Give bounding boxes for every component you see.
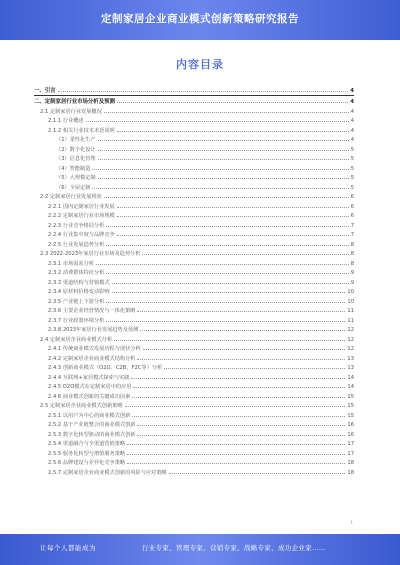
toc-entry-page: 4 [350,87,354,94]
toc-entry-label: 2.2.4 行业集中度与品牌竞争 [48,232,115,238]
toc-entry-page: 12 [347,336,354,343]
toc-dot-leader [140,330,345,331]
toc-entry[interactable] [34,371,354,381]
toc-dot-leader [86,121,349,122]
toc-entry[interactable] [34,200,354,210]
toc-entry-page: 6 [350,213,354,219]
toc-dot-leader [106,245,348,246]
toc-dot-leader [132,416,345,417]
toc-entry[interactable] [34,124,354,134]
toc-entry-page: 16 [347,422,354,428]
toc-entry[interactable] [34,172,354,182]
toc-entry[interactable] [34,181,354,191]
page-number: 1 [350,520,353,525]
toc-entry-label: 2.2.3 行业竞争格局分析 [48,222,105,229]
toc-entry[interactable] [34,134,354,144]
toc-entry-label: 2.2 定制家居行业发展现状 [40,194,102,200]
toc-entry-page: 4 [350,137,354,143]
toc-entry[interactable] [34,457,354,467]
toc-dot-leader [104,197,349,198]
toc-entry-label: 2.5.1 以用户为中心的商业模式创新 [48,412,131,419]
toc-entry-label: 2.3.2 消费群体特征分析 [48,270,105,276]
toc-entry[interactable] [34,143,354,153]
toc-dot-leader [112,283,349,284]
toc-entry[interactable] [34,381,354,391]
toc-entry-page: 5 [350,184,354,191]
toc-entry[interactable] [34,314,354,324]
toc-entry[interactable] [34,295,354,305]
footer-slogan-left: 让每个人都能成为 [40,544,96,552]
toc-entry[interactable] [34,153,354,163]
toc-entry-page: 5 [350,156,354,162]
report-header-bar [0,0,400,40]
toc-entry-page: 10 [347,298,354,305]
toc-dot-leader [117,216,349,217]
toc-dot-leader [117,235,349,236]
toc-dot-leader [117,207,349,208]
toc-entry[interactable] [34,229,354,239]
toc-entry-page: 12 [347,346,354,352]
toc-entry[interactable] [34,333,354,343]
toc-entry-page: 12 [347,327,354,333]
toc-dot-leader [117,131,349,132]
toc-dot-leader [143,349,346,350]
toc-entry-label: （4）智能制造 [56,165,91,172]
toc-entry-label: 2.2.1 国内定制家居行业发展 [48,203,115,210]
toc-entry[interactable] [34,115,354,125]
toc-dot-leader [58,91,349,92]
toc-dot-leader [127,463,345,464]
toc-entry-label: 2.3.5 产业链上下游分析 [48,298,105,305]
footer-bar [0,534,400,565]
toc-entry-label: 2.3.3 渠道结构与营销模式 [48,279,110,286]
toc-dot-leader [137,425,345,426]
toc-entry[interactable] [34,191,354,201]
toc-entry[interactable] [34,466,354,476]
toc-entry-label: 2.4.2 定制家居企业商业模式结构分析 [48,355,136,362]
toc-entry[interactable] [34,447,354,457]
toc-entry-label: （6）全屋定制 [56,184,91,191]
toc-entry-label: 2.5.7 定制家居企业商业模式创新的风险与应对策略 [48,469,167,476]
toc-entry-page: 5 [350,165,354,172]
toc-entry-page: 11 [347,317,354,324]
toc-entry-label: 2.3.8 2023年家居行业发展趋势及预测 [48,327,139,333]
toc-dot-leader [137,359,345,360]
footer-slogan-right: 行业专家、管理专家、营销专家、战略专家、成功企业家…… [142,544,326,552]
toc-entry-page: 15 [347,412,354,419]
toc-dot-leader [106,302,345,303]
toc-entry-page: 16 [347,431,354,438]
toc-entry-page: 9 [350,279,354,286]
toc-entry-page: 8 [350,251,354,257]
toc-dot-leader [92,188,348,189]
toc-entry[interactable] [34,390,354,400]
toc-entry[interactable] [34,219,354,229]
toc-entry-label: 2.5.3 数字化转型驱动的商业模式创新 [48,431,136,438]
toc-entry-label: （2）数字化设计 [56,146,96,153]
toc-entry-label: 2.4.4 互联网+家居模式探索与实践 [48,374,130,381]
toc-dot-leader [142,254,348,255]
toc-entry[interactable] [34,409,354,419]
toc-entry[interactable] [34,248,354,258]
toc-entry-label: 2.4.5 O2O模式在定制家居中的应用 [48,384,132,390]
toc-entry[interactable] [34,210,354,220]
toc-entry-label: 2.3 2022-2023年家居行业市场及趋势分析 [40,251,141,257]
toc-entry-label: 2.5 定制家居企业商业模式创新策略 [40,403,123,409]
toc-entry[interactable] [34,96,354,106]
toc-entry-page: 8 [350,260,354,267]
toc-entry[interactable] [34,324,354,334]
toc-entry-label: 2.5.4 渠道融合与全渠道营销策略 [48,441,126,447]
toc-entry[interactable] [34,419,354,429]
toc-dot-leader [117,102,348,103]
toc-entry[interactable] [34,428,354,438]
toc-dot-leader [106,273,348,274]
toc-entry-label: 2.5.6 品牌建设与差异化竞争策略 [48,460,126,466]
toc-entry-page: 5 [350,146,354,153]
toc-dot-leader [98,159,349,160]
toc-entry-page: 4 [350,99,354,105]
toc-dot-leader [125,406,346,407]
table-of-contents [34,84,354,476]
toc-entry-page: 7 [350,222,354,229]
toc-entry-label: 2.1.2 相关行业技术术语说明 [48,127,115,134]
toc-entry-page: 9 [350,270,354,276]
toc-dot-leader [98,178,349,179]
toc-entry-page: 18 [347,469,354,476]
toc-dot-leader [106,226,348,227]
toc-entry-label: 2.3.7 行业政策环境分析 [48,317,105,324]
toc-entry-label: 2.4.3 创新商业模式（O2O、C2B、F2C等）分析 [48,365,163,371]
toc-entry[interactable] [34,400,354,410]
toc-entry-page: 15 [347,393,354,400]
toc-entry[interactable] [34,352,354,362]
toc-entry-label: 二、定制家居行业市场分析及预测 [34,99,115,105]
toc-dot-leader [127,444,345,445]
toc-dot-leader [98,150,349,151]
toc-entry[interactable] [34,84,354,94]
toc-entry[interactable] [34,286,354,296]
toc-entry-label: （5）大规模定制 [56,175,96,181]
toc-entry-label: 2.2.5 行业发展趋势分析 [48,241,105,248]
toc-dot-leader [169,473,346,474]
toc-entry[interactable] [34,257,354,267]
toc-heading: 内容目录 [176,58,224,71]
toc-entry-page: 14 [347,384,354,390]
toc-entry-label: 2.3.4 原材料价格变动影响 [48,289,110,295]
toc-entry[interactable] [34,162,354,172]
toc-entry-page: 18 [347,460,354,466]
toc-entry[interactable] [34,105,354,115]
toc-entry[interactable] [34,305,354,315]
toc-dot-leader [114,340,345,341]
toc-entry-page: 10 [347,289,354,295]
toc-dot-leader [96,264,349,265]
toc-entry-label: 2.1.1 行业概述 [48,118,84,124]
toc-entry-page: 11 [347,308,354,314]
toc-dot-leader [104,112,349,113]
toc-dot-leader [112,292,346,293]
toc-entry-page: 6 [350,203,354,210]
toc-entry[interactable] [34,267,354,277]
toc-entry-page: 5 [350,175,354,181]
report-title: 定制家居企业商业模式创新策略研究报告 [101,13,299,25]
toc-dot-leader [164,368,345,369]
toc-dot-leader [127,454,345,455]
toc-entry-label: 一、引言 [34,87,56,94]
toc-entry-label: （1）柔性化生产 [56,137,96,143]
toc-entry-page: 8 [350,241,354,248]
toc-entry-page: 4 [350,108,354,115]
toc-entry-label: 2.1 定制家居行业发展概况 [40,108,102,115]
toc-dot-leader [132,397,345,398]
toc-entry-label: 2.4.1 传统商业模式发展历程与现状分析 [48,346,141,352]
toc-entry-label: 2.4 定制家居企业商业模式分析 [40,336,113,343]
toc-entry-page: 15 [347,403,354,409]
toc-entry-page: 7 [350,232,354,238]
toc-entry-label: （3）信息化管理 [56,156,96,162]
toc-dot-leader [92,169,348,170]
toc-dot-leader [137,311,345,312]
toc-dot-leader [98,140,349,141]
toc-entry[interactable] [34,362,354,372]
toc-entry-label: 2.5.2 基于产业链整合的商业模式创新 [48,422,136,428]
toc-entry[interactable] [34,343,354,353]
toc-entry-label: 2.5.5 服务化转型与增值服务策略 [48,450,126,457]
toc-entry-page: 13 [347,355,354,362]
toc-entry-page: 14 [347,374,354,381]
toc-entry-page: 17 [347,450,354,457]
toc-dot-leader [137,435,345,436]
toc-dot-leader [133,387,345,388]
toc-dot-leader [131,378,345,379]
toc-entry-label: 2.3.1 市场需求分析 [48,260,94,267]
toc-entry-page: 17 [347,441,354,447]
toc-entry-label: 2.4.6 商业模式创新的关键成功因素 [48,393,131,400]
toc-entry[interactable] [34,276,354,286]
toc-entry[interactable] [34,438,354,448]
toc-entry-label: 2.3.6 主要企业经营情况与一体化策略 [48,308,136,314]
toc-dot-leader [106,321,345,322]
toc-entry[interactable] [34,238,354,248]
toc-entry-page: 4 [350,118,354,124]
toc-entry-label: 2.2.2 定制家居行业市场规模 [48,213,115,219]
toc-entry-page: 4 [350,127,354,134]
toc-entry-page: 13 [347,365,354,371]
toc-entry-page: 6 [350,194,354,200]
